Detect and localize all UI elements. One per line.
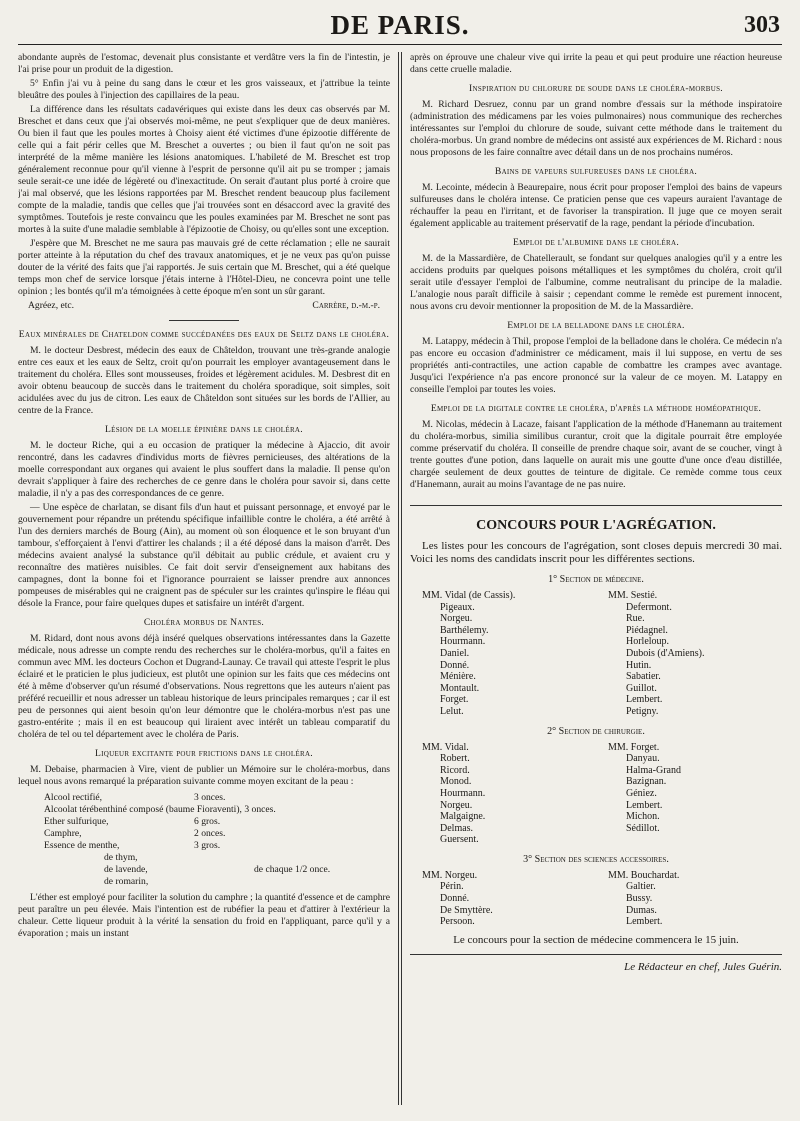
candidate-name: MM. Sestié.	[608, 590, 658, 601]
candidate-name: Petigny.	[626, 705, 659, 717]
candidate-name: De Smyttère.	[440, 904, 493, 916]
section-heading: Eaux minérales de Chateldon comme succédanées des eaux de Seltz dans le choléra.	[18, 329, 390, 340]
candidate-name: Périn.	[440, 881, 464, 893]
section-divider	[169, 320, 239, 321]
paragraph: M. Ridard, dont nous avons déjà inséré quelques observations intéressantes dans la Gazette médicale, nous adresse un compte rendu des recherches sur le choléra-morbus, qu'il a faites en commun avec MM. les docteurs Cochon et Dugrand-Launay. Ce travail qui atteste l'esprit le plus éclairé et le praticien le plus judicieux, est plutôt une opinion sur les faits que ces médecins ont été à même d'observer qu'un résumé d'observations. Nous regrettons que les auteurs n'aient pas préféré recueillir et nous adresser un tableau historique de leurs principales remarques ; car il est peu de personnes qui aient besoin qu'on leur démontre que le choléra-morbus n'est pas une gastro-entérite ; mais il en est beaucoup qui liraient avec intérêt un tableau comparatif du choléra de tel ou tel département avec le choléra de Paris.	[18, 633, 390, 740]
candidates-col	[410, 742, 596, 846]
section-heading: Bains de vapeurs sulfureuses dans le choléra.	[494, 166, 698, 177]
candidate-name: Hourmann.	[440, 636, 486, 648]
candidate-name: Bussy.	[626, 893, 653, 905]
candidate-name: MM. Vidal (de Cassis).	[422, 590, 516, 601]
letter-signature	[18, 300, 390, 312]
candidate-name: Norgeu.	[440, 799, 473, 811]
recipe-row: Ether sulfurique, 6 gros.	[44, 816, 221, 827]
candidates-col	[596, 590, 782, 718]
paragraph: La différence dans les résultats cadavériques qui existe dans les deux cas observés par M. Breschet et dans ceux que j'ai observés moi-même, ne peut s'expliquer que de deux manières. Ou bien il faut que les poules mortes à Choisy aient été victimes d'une épizootie différente de celle qui a fait périr celles que M. Breschet a ouvertes ; ou bien il faut qu'on ne soit pas interprété de la même manière les lésions anatomiques. L'habileté de M. Breschet est trop généralement reconnue pour qu'il vienne à l'esprit de personne qu'il ait pu se tromper ; jamais seule serait-ce une idée de légèreté ou d'inexactitude. On serait d'autant plus porté à croire que j'ai mal observé, que les lésions rapportées par M. Breschet rendent beaucoup plus facilement compte de la maladie, tandis que celles que j'ai trouvées sont en désaccord avec la gravité des symptômes. Toutefois je reste convaincu que les poules examinées par M. Breschet ne sont pas mortes à la suite d'une maladie semblable à l'épizootie de Choisy, ou qu'elles sont une exception.	[18, 104, 390, 235]
candidate-name: MM. Vidal.	[422, 741, 469, 753]
candidate-name: Galtier.	[626, 881, 656, 893]
candidate-name: Barthélemy.	[440, 624, 489, 636]
paragraph: abondante auprès de l'estomac, devenait plus consistante et verdâtre vers la fin de l'intestin, je l'ai prise pour un produit de la digestion.	[18, 52, 390, 75]
candidate-name: Lembert.	[626, 916, 663, 928]
candidate-name: Sédillot.	[626, 822, 660, 834]
candidate-name: Michon.	[626, 811, 660, 823]
recipe-row: de thym,	[104, 852, 138, 863]
paragraph: L'éther est employé pour faciliter la solution du camphre ; la quantité d'essence et de camphre peut paraître un peu élevée. Mais l'intention est de rubéfier la peau et d'attirer à l'extérieur la chaleur. Cette liqueur produit à la vérité la sensation du froid en l'appliquant, parce qu'il y a évaporation ; mais un instant	[18, 892, 390, 939]
candidates-col	[410, 590, 596, 718]
recipe-row: Camphre, 2 onces.	[44, 828, 226, 839]
candidate-name: Lembert.	[626, 694, 663, 706]
candidates-chirurgie	[410, 742, 782, 846]
paragraph: M. le docteur Desbrest, médecin des eaux de Châteldon, trouvant une très-grande analogie entre ces eaux et les eaux de Seltz, croit qu'on pourrait les employer avantageusement dans le traitement du choléra. Elles sont mousseuses, froides et légèrement acidules. M. Desbrest dit en avoir obtenu beaucoup de succès dans le traitement du choléra sporadique, soit simples, soit acidulées avec du jus de citron. Les eaux de Châteldon sont situées sur les bords de l'Allier, au centre de la France.	[18, 345, 390, 416]
section-heading: Emploi de l'albumine dans le choléra.	[512, 237, 680, 248]
candidate-name: Malgaigne.	[440, 811, 486, 823]
recipe-row: Alcool rectifié, 3 onces.	[44, 792, 226, 803]
candidate-name: Dumas.	[626, 904, 657, 916]
section-title-sciences: 3° Section des sciences accessoires.	[523, 853, 669, 865]
candidate-name: Horleloup.	[626, 636, 670, 648]
candidate-name: Sabatier.	[626, 671, 661, 683]
paragraph: M. Richard Desruez, connu par un grand nombre d'essais sur la méthode inspiratoire (administration des médicamens par les voies pulmonaires) nous communique des recherches intéressantes sur l'emploi du chlorure de soude, suivant cette méthode dans le traitement du choléra-morbus. Un grand nombre de médecins ont assisté aux expériences de M. Richard : nous nous proposons de les faire connaître avec détail dans un de nos prochains numéros.	[410, 99, 782, 158]
paragraph: J'espère que M. Breschet ne me saura pas mauvais gré de cette réclamation ; elle ne saurait porter atteinte à la réputation du chef des travaux anatomiques, et je ne veux pas qu'on puisse douter de la vérité des faits que j'ai rapportés. Je suis certain que M. Breschet, qui a été quelque temps mon chef de service lorsque j'étais interne à l'Hôtel-Dieu, ne concevra point une telle opinion ; les bontés qu'il m'a témoignées à cette époque m'en sont un sûr garant.	[18, 238, 390, 297]
page-number: 303	[744, 12, 780, 38]
right-column	[402, 52, 782, 1105]
section-heading: Inspiration du chlorure de soude dans le choléra-morbus.	[469, 83, 723, 94]
candidate-name: Persoon.	[440, 916, 475, 928]
paragraph: M. Lecointe, médecin à Beaurepaire, nous écrit pour proposer l'emploi des bains de vapeurs sulfureuses dans le choléra intense. Ce praticien pense que ces vapeurs auraient l'avantage de réchauffer la peau en l'irritant, et de favoriser la transpiration. Il juge que ce moyen serait également applicable au traitement préservatif de la rage, pendant la période d'incubation.	[410, 182, 782, 229]
article-columns	[18, 52, 782, 1105]
candidate-name: Ricord.	[440, 764, 470, 776]
candidate-name: Robert.	[440, 753, 470, 765]
candidates-col	[596, 870, 782, 928]
candidate-name: Hourmann.	[440, 787, 486, 799]
candidates-col	[596, 742, 782, 846]
paragraph: — Une espèce de charlatan, se disant fils d'un haut et puissant personnage, et envoyé par le gouvernement pour répandre un prétendu spécifique infaillible contre le choléra, a été arrêté à l'un des derniers marchés de Bourg (Ain), au moment où son éloquence et le son bruyant d'un tambour, s'efforçaient à l'envi d'attirer les chalands ; il a été déposé dans la maison d'arrêt. Des médecins avaient analysé la substance qu'il débitait au public crédule, et avaient cru y reconnaître des matières nuisibles. Ce fait doit servir d'enseignement aux habitans des campagnes, dont la bonne foi et l'ignorance pourraient se laisser prendre aux annonces pompeuses de misérables qui ne craignent pas de spéculer sur les craintes qu'inspire le fléau qui désole la France, pour faire quelques dupes et satisfaire un intérêt d'argent.	[18, 502, 390, 609]
candidate-name: Bazignan.	[626, 776, 667, 788]
section-title-chirurgie: 2° Section de chirurgie.	[547, 725, 645, 737]
candidate-name: Dubois (d'Amiens).	[626, 647, 705, 659]
salutation: Agréez, etc.	[28, 300, 75, 311]
candidate-name: MM. Bouchardat.	[608, 869, 680, 881]
candidate-name: Guersent.	[440, 834, 479, 846]
candidate-name: Pigeaux.	[440, 601, 475, 613]
candidate-name: Ménière.	[440, 671, 476, 683]
paragraph: M. Nicolas, médecin à Lacaze, faisant l'application de la méthode d'Hanemann au traitement du choléra-morbus, similia similibus curantur, croit que la digitale pourrait être employée comme préservatif du choléra. Il conseille de prendre chaque soir, avant de se coucher, vingt à trente gouttes d'une potion, dans laquelle on aurait mis une goutte d'une once d'eau distillée, chargée seulement de deux gouttes de teinture de digitale. Ce remède comme tous ceux d'Hanemann, aurait au moins l'avantage de ne pas nuire.	[410, 419, 782, 490]
recipe-row: Alcoolat térébenthiné composé (baume Fioraventi), 3 onces.	[44, 804, 276, 815]
paragraph: M. Debaise, pharmacien à Vire, vient de publier un Mémoire sur le choléra-morbus, dans lequel nous avons remarqué la préparation suivante comme moyen excitant de la peau :	[18, 764, 390, 787]
section-heading: Emploi de la digitale contre le choléra, d'après la méthode homéopathique.	[430, 403, 762, 414]
candidate-name: Piédagnel.	[626, 624, 668, 636]
candidate-name: Halma-Grand	[626, 764, 681, 776]
candidate-name: Monod.	[440, 776, 472, 788]
candidate-name: MM. Norgeu.	[422, 869, 478, 881]
section-heading: Lésion de la moelle épinière dans le choléra.	[105, 424, 303, 435]
candidate-name: Delmas.	[440, 822, 474, 834]
candidate-name: Donné.	[440, 893, 470, 905]
paragraph: M. de la Massardière, de Chatellerault, se fondant sur quelques analogies qu'il y a entre les accidens produits par quelques poisons métalliques et les symptômes du choléra, croit qu'il serait utile d'essayer l'emploi de l'albumine, comme neutralisant du principe de la maladie. L'analogie nous paraît difficile à saisir ; cependant comme le remède est purement innocent, nous avons cru devoir mentionner la proposition de M. de la Massardière.	[410, 253, 782, 312]
candidate-name: Forget.	[440, 694, 469, 706]
section-heading: Emploi de la belladone dans le choléra.	[507, 320, 685, 331]
candidate-name: Daniel.	[440, 647, 470, 659]
masthead-title: DE PARIS.	[330, 10, 470, 40]
paragraph: après on éprouve une chaleur vive qui irrite la peau et qui peut produire une réaction heureuse dans cette cruelle maladie.	[410, 52, 782, 75]
candidate-name: Géniez.	[626, 787, 657, 799]
page-header	[18, 10, 782, 45]
section-title-medecine: 1° Section de médecine.	[548, 574, 644, 585]
candidate-name: Norgeu.	[440, 613, 473, 625]
candidate-name: Defermont.	[626, 601, 672, 613]
candidate-name: Danyau.	[626, 753, 660, 765]
recipe-row: de romarin,	[104, 876, 149, 887]
concours-title: CONCOURS POUR L'AGRÉGATION.	[410, 505, 782, 532]
recipe-row: de lavende, de chaque 1/2 once.	[104, 864, 331, 875]
candidate-name: Rue.	[626, 613, 645, 625]
paragraph: M. Latappy, médecin à Thil, propose l'emploi de la belladone dans le choléra. Ce médecin n'a pas encore eu occasion d'administrer ce médicament, mais il lui suppose, en vertu de ses propriétés anti-contractiles, une action capable de combattre les crampes avec avantage. Jusqu'ici l'expérience n'a pas encore prononcé sur la valeur de ce moyen. M. Latappy en conseille l'emploi par toutes les voies.	[410, 336, 782, 395]
candidate-name: Donné.	[440, 659, 470, 671]
candidate-name: Lelut.	[440, 705, 464, 717]
candidate-name: Lembert.	[626, 799, 663, 811]
paragraph: M. le docteur Riche, qui a eu occasion de pratiquer la médecine à Ajaccio, dit avoir rencontré, dans les cadavres d'individus morts de fièvres pernicieuses, des altérations de la moelle correspondant aux organes qui avaient le plus souffert dans la maladie. Il pense qu'on devrait s'appliquer à faire des recherches de ce genre dans le choléra pour savoir si, dans cette maladie, il n'y a pas des correspondances de ce genre.	[18, 440, 390, 499]
candidate-name: Hutin.	[626, 659, 652, 671]
section-heading: Choléra morbus de Nantes.	[143, 617, 265, 628]
recipe-list	[44, 792, 390, 888]
recipe-row: Essence de menthe, 3 gros.	[44, 840, 221, 851]
candidate-name: Montault.	[440, 682, 480, 694]
paragraph: 5° Enfin j'ai vu à peine du sang dans le cœur et les gros vaisseaux, et j'attribue la teinte bleuâtre des poules à l'injection des capillaires de la peau.	[18, 78, 390, 101]
redacteur-signature: Le Rédacteur en chef, Jules Guérin.	[410, 954, 782, 973]
candidate-name: MM. Forget.	[608, 741, 660, 753]
left-column	[18, 52, 398, 1105]
section-heading: Liqueur excitante pour frictions dans le choléra.	[94, 748, 313, 759]
candidates-medecine	[410, 590, 782, 718]
concours-closing: Le concours pour la section de médecine commencera le 15 juin.	[453, 933, 739, 946]
candidate-name: Guillot.	[626, 682, 657, 694]
concours-intro: Les listes pour les concours de l'agrégation, sont closes depuis mercredi 30 mai. Voici les noms des candidats inscrit pour les différentes sections.	[410, 540, 782, 565]
candidates-sciences	[410, 870, 782, 928]
author-signature: Carrère, d.-m.-p.	[312, 300, 380, 311]
candidates-col	[410, 870, 596, 928]
